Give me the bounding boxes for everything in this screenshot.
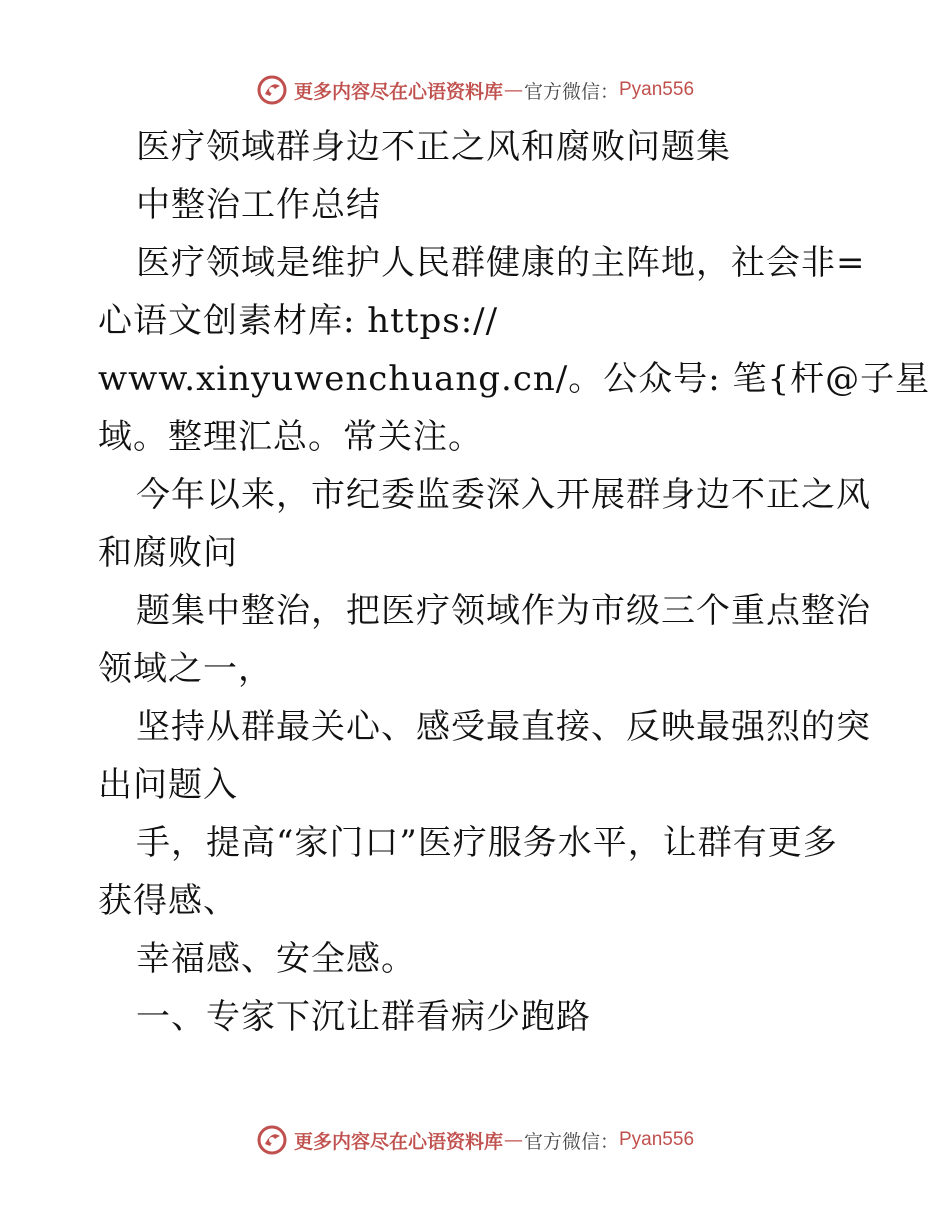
text-line: 医疗领域群身边不正之风和腐败问题集: [136, 127, 731, 167]
watermark-dash: —: [503, 1129, 523, 1151]
watermark-dash: —: [503, 79, 523, 101]
watermark-wechat-id: Pyan556: [619, 1129, 695, 1150]
text-line: www.xinyuwenchuang.cn/。公众号: 笔{杆@子星: [98, 359, 931, 399]
text-line: 坚持从群最关心、感受最直接、反映最强烈的突: [136, 707, 871, 747]
red-swirl-logo-icon: [256, 1124, 288, 1156]
text-line: 一、专家下沉让群看病少跑路: [136, 997, 591, 1037]
footer-watermark: [0, 1120, 950, 1160]
watermark-main-text: 更多内容尽在心语资料库: [293, 80, 503, 103]
text-line: 题集中整治，把医疗领域作为市级三个重点整治: [136, 591, 871, 631]
text-line: 幸福感、安全感。: [136, 939, 416, 979]
text-line: 医疗领域是维护人民群健康的主阵地，社会非=: [136, 243, 866, 283]
text-line: 心语文创素材库: https://: [98, 301, 499, 341]
watermark-wechat-id: Pyan556: [619, 79, 695, 100]
text-line: 领域之一，: [98, 649, 273, 689]
text-line: 域。整理汇总。常关注。: [98, 417, 483, 457]
red-swirl-logo-icon: [256, 74, 288, 106]
text-line: 获得感、: [98, 881, 238, 921]
text-line: 和腐败问: [98, 533, 238, 573]
text-line: 手，提高“家门口”医疗服务水平，让群有更多: [136, 823, 838, 863]
watermark-main-text: 更多内容尽在心语资料库: [293, 1130, 503, 1153]
text-line: 今年以来，市纪委监委深入开展群身边不正之风: [136, 475, 871, 515]
document-body: [98, 118, 931, 1046]
watermark-wechat-label: 官方微信：: [523, 1130, 619, 1153]
header-watermark: [0, 70, 950, 110]
watermark-wechat-label: 官方微信：: [523, 80, 619, 103]
text-line: 出问题入: [98, 765, 238, 805]
text-line: 中整治工作总结: [136, 185, 381, 225]
